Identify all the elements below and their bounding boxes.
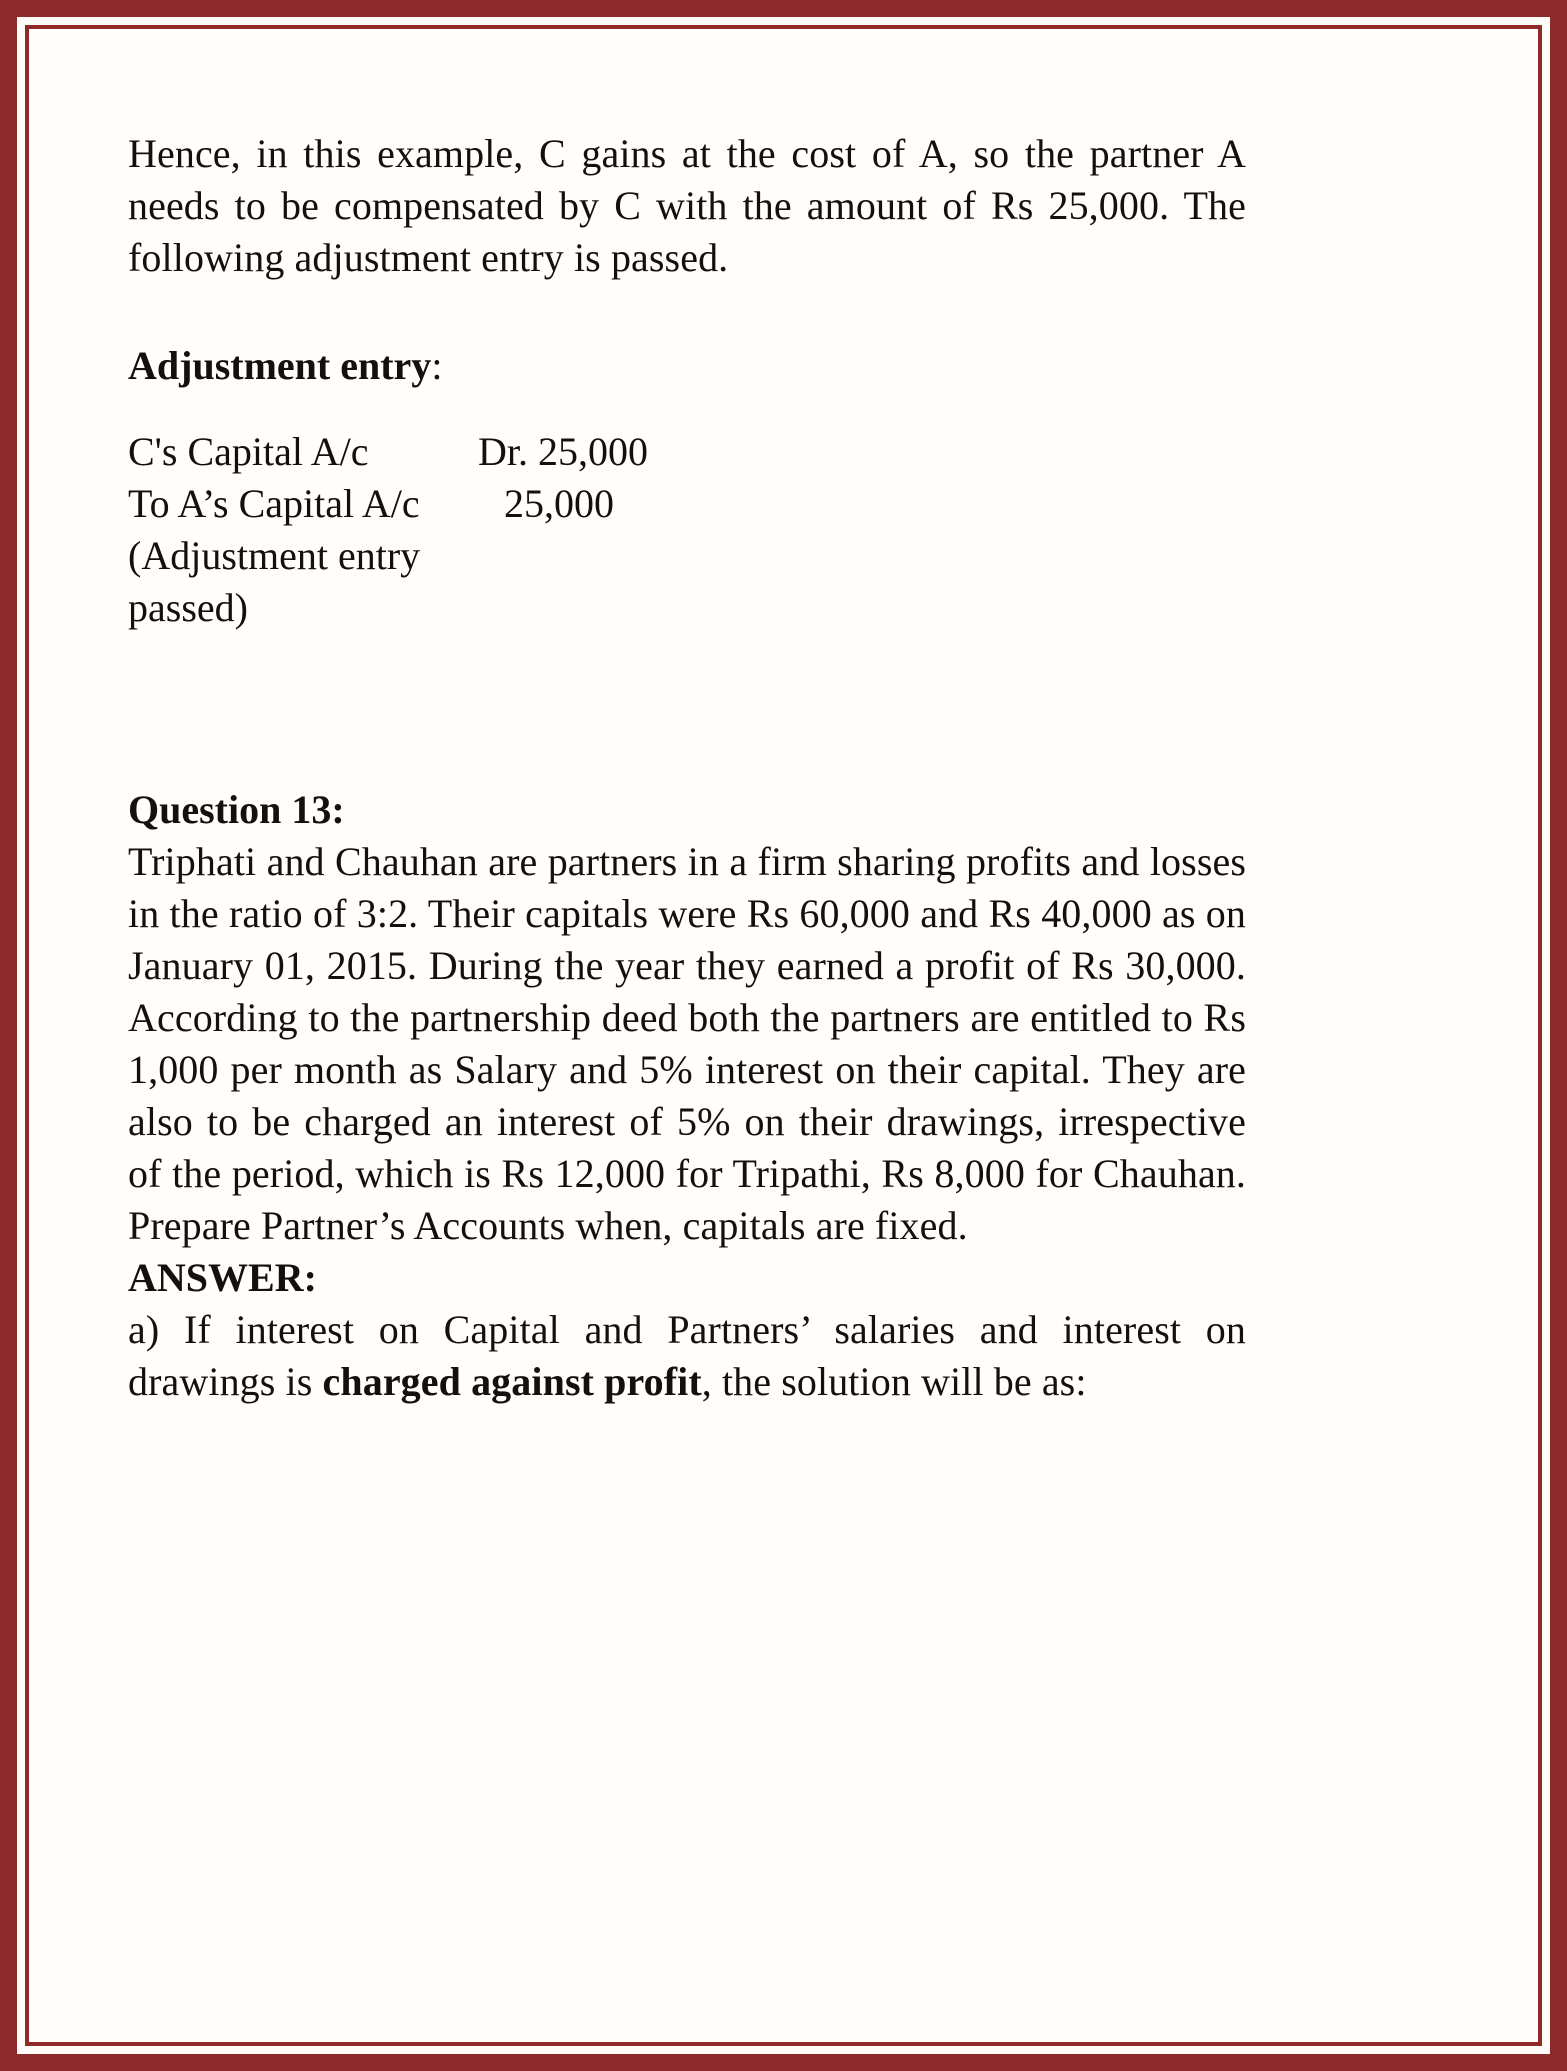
answer-part-a xyxy=(128,1304,1246,1408)
journal-entry-account: C's Capital A/c xyxy=(128,429,369,474)
adjustment-entry-heading-colon: : xyxy=(431,343,443,388)
journal-entry-note-line-2: passed) xyxy=(128,585,248,630)
journal-entry-note-line-1: (Adjustment entry xyxy=(128,533,421,578)
document-content xyxy=(128,128,1246,1408)
journal-entry-amount: 25,000 xyxy=(504,481,614,526)
journal-entry-block xyxy=(128,426,1246,634)
journal-entry-row xyxy=(128,426,1246,478)
adjustment-entry-heading-text: Adjustment entry xyxy=(128,343,432,388)
journal-entry-row xyxy=(128,478,1246,530)
answer-part-a-emphasis: charged against profit xyxy=(322,1359,702,1404)
answer-part-a-before: a) If interest on Capital and Partners’ salaries and interest on drawings is xyxy=(128,1307,1246,1404)
question-body: Triphati and Chauhan are partners in a firm sharing profits and losses in the ratio of 3:2. Their capitals were Rs 60,000 and Rs 40,000 as on January 01, 2015. During the year they earned a profit of Rs 30,000. According to the partnership deed both the partners are entitled to Rs 1,000 per month as Salary and 5% interest on their capital. They are also to be charged an interest of 5% on their drawings, irrespective of the period, which is Rs 12,000 for Tripathi, Rs 8,000 for Chauhan. Prepare Partner’s Accounts when, capitals are fixed. xyxy=(128,839,1246,1248)
question-heading: Question 13: xyxy=(128,787,345,832)
answer-label: ANSWER: xyxy=(128,1255,317,1300)
intro-paragraph: Hence, in this example, C gains at the cost of A, so the partner A needs to be compensated by C with the amount of Rs 25,000. The following adjustment entry is passed. xyxy=(128,131,1246,280)
spacer xyxy=(128,284,1246,340)
spacer xyxy=(128,392,1246,426)
journal-entry-amount: Dr. 25,000 xyxy=(478,429,648,474)
spacer xyxy=(128,634,1246,784)
journal-entry-account: To A’s Capital A/c xyxy=(128,481,420,526)
answer-part-a-after: , the solution will be as: xyxy=(701,1359,1087,1404)
adjustment-entry-heading xyxy=(128,340,1246,392)
